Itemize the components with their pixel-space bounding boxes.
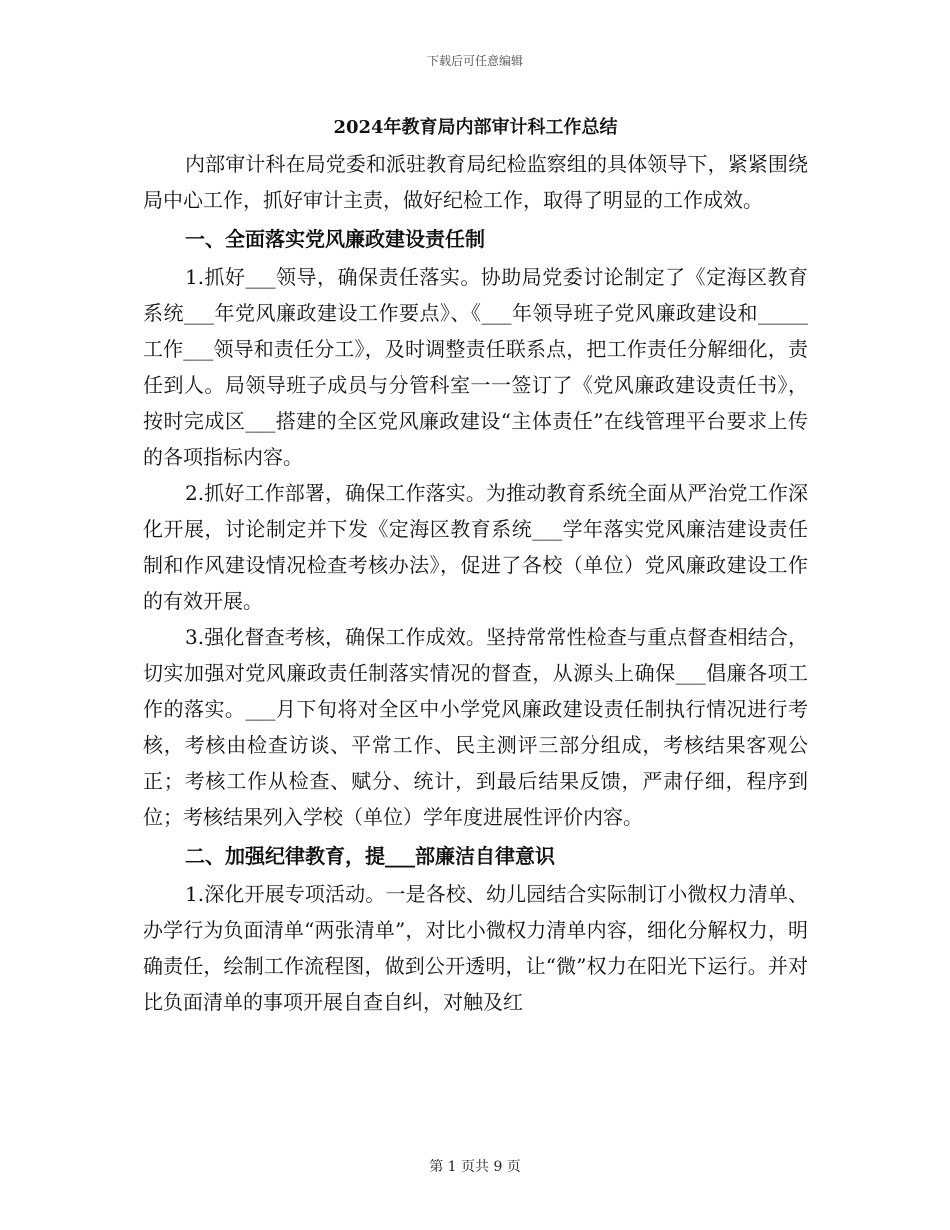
page-header-note: 下载后可任意编辑 xyxy=(426,54,523,68)
page-footer-number: 第 1 页共 9 页 xyxy=(429,1159,521,1175)
section-1-paragraph-1: 1.抓好___领导，确保责任落实。协助局党委讨论制定了《定海区教育系统___年党风廉政建设工作要点》、《___年领导班子党风廉政建设和_____工作___领导和责任分工》，及时调整责任联系点，把工作责任分解细化，责任到人。局领导班子成员与分管科室一一签订了《党风廉政建设责任书》，按时完成区___搭建的全区党风廉政建设“主体责任”在线管理平台要求上传的各项指标内容。 xyxy=(143,265,808,469)
document-body xyxy=(143,110,808,1020)
section-2-paragraph-1: 1.深化开展专项活动。一是各校、幼儿园结合实际制订小微权力清单、办学行为负面清单“两张清单”，对比小微权力清单内容，细化分解权力，明确责任，绘制工作流程图，做到公开透明，让“微”权力在阳光下运行。并对比负面清单的事项开展自查自纠，对触及红 xyxy=(143,882,808,1014)
section-2-heading: 二、加强纪律教育，提___部廉洁自律意识 xyxy=(185,844,555,868)
section-1-paragraph-2: 2.抓好工作部署，确保工作落实。为推动教育系统全面从严治党工作深化开展，讨论制定并下发《定海区教育系统___学年落实党风廉洁建设责任制和作风建设情况检查考核办法》，促进了各校（单位）党风廉政建设工作的有效开展。 xyxy=(143,481,808,613)
document-title: 2024年教育局内部审计科工作总结 xyxy=(333,117,618,138)
intro-paragraph: 内部审计科在局党委和派驻教育局纪检监察组的具体领导下，紧紧围绕局中心工作，抓好审计主责，做好纪检工作，取得了明显的工作成效。 xyxy=(143,152,808,212)
section-1-heading: 一、全面落实党风廉政建设责任制 xyxy=(185,227,485,251)
section-1-paragraph-3: 3.强化督查考核，确保工作成效。坚持常常性检查与重点督查相结合，切实加强对党风廉政责任制落实情况的督查，从源头上确保___倡廉各项工作的落实。___月下旬将对全区中小学党风廉政建设责任制执行情况进行考核，考核由检查访谈、平常工作、民主测评三部分组成，考核结果客观公正；考核工作从检查、赋分、统计，到最后结果反馈，严肃仔细，程序到位；考核结果列入学校（单位）学年度进展性评价内容。 xyxy=(143,625,808,829)
